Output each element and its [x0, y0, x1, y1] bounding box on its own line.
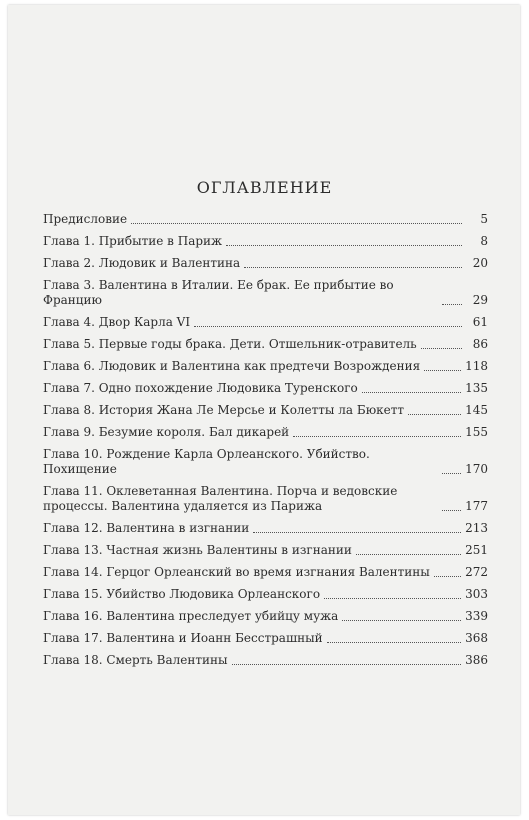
dot-leader [408, 414, 461, 415]
toc-entry-chapter-11[interactable] [43, 484, 488, 514]
toc-entry-chapter-15[interactable] [43, 587, 488, 602]
toc-entry-chapter-13[interactable] [43, 543, 488, 558]
toc-entry-page: 155 [465, 425, 488, 439]
toc-entry-chapter-18[interactable] [43, 653, 488, 668]
toc-entry-page: 213 [465, 521, 488, 535]
toc-entry-chapter-8[interactable] [43, 403, 488, 418]
toc-entry-label: Глава 15. Убийство Людовика Орлеанского [43, 587, 321, 601]
toc-entry-label: Глава 10. Рождение Карла Орлеанского. Убийство. Похищение [43, 447, 370, 476]
dot-leader [442, 510, 461, 511]
toc-entry-page: 86 [472, 337, 488, 351]
toc-entry-page: 272 [465, 565, 488, 579]
dot-leader [442, 473, 461, 474]
toc-entry-label: Глава 6. Людовик и Валентина как предтечи Возрождения [43, 359, 421, 373]
toc-entry-label: Глава 17. Валентина и Иоанн Бесстрашный [43, 631, 323, 645]
toc-entry-label: Глава 2. Людовик и Валентина [43, 256, 241, 270]
toc-entry-label: Глава 11. Оклеветанная Валентина. Порча и ведовские процессы. Валентина удаляется из Парижа [43, 484, 398, 513]
toc-entry-label: Предисловие [43, 212, 128, 226]
dot-leader [226, 245, 462, 246]
dot-leader [442, 304, 462, 305]
dot-leader [131, 223, 462, 224]
dot-leader [327, 642, 461, 643]
toc-entry-chapter-14[interactable] [43, 565, 488, 580]
table-of-contents [43, 212, 488, 675]
dot-leader [434, 576, 461, 577]
toc-entry-label: Глава 12. Валентина в изгнании [43, 521, 250, 535]
toc-entry-label: Глава 18. Смерть Валентины [43, 653, 228, 667]
dot-leader [424, 370, 461, 371]
toc-entry-label: Глава 7. Одно похождение Людовика Туренского [43, 381, 358, 395]
dot-leader [421, 348, 462, 349]
toc-entry-chapter-2[interactable] [43, 256, 488, 271]
toc-entry-chapter-5[interactable] [43, 337, 488, 352]
toc-entry-label: Глава 16. Валентина преследует убийцу мужа [43, 609, 339, 623]
toc-entry-label: Глава 13. Частная жизнь Валентины в изгнании [43, 543, 352, 557]
toc-entry-page: 61 [472, 315, 488, 329]
toc-entry-label: Глава 3. Валентина в Италии. Ее брак. Ее прибытие во Францию [43, 278, 394, 307]
dot-leader [253, 532, 461, 533]
toc-entry-label: Глава 8. История Жана Ле Мерсье и Колетты ла Бюкетт [43, 403, 405, 417]
toc-entry-page: 386 [465, 653, 488, 667]
toc-entry-page: 5 [480, 212, 488, 226]
toc-entry-chapter-16[interactable] [43, 609, 488, 624]
toc-entry-chapter-3[interactable] [43, 278, 488, 308]
toc-entry-chapter-6[interactable] [43, 359, 488, 374]
dot-leader [324, 598, 461, 599]
toc-entry-label: Глава 14. Герцог Орлеанский во время изгнания Валентины [43, 565, 430, 579]
toc-entry-chapter-10[interactable] [43, 447, 488, 477]
toc-entry-chapter-7[interactable] [43, 381, 488, 396]
toc-entry-chapter-12[interactable] [43, 521, 488, 536]
dot-leader [194, 326, 462, 327]
toc-entry-page: 339 [465, 609, 488, 623]
toc-entry-page: 8 [480, 234, 488, 248]
toc-entry-label: Глава 9. Безумие короля. Бал дикарей [43, 425, 290, 439]
toc-entry-page: 177 [465, 499, 488, 513]
toc-entry-page: 251 [465, 543, 488, 557]
dot-leader [232, 664, 462, 665]
toc-entry-page: 135 [465, 381, 488, 395]
toc-entry-preface[interactable] [43, 212, 488, 227]
toc-entry-page: 118 [465, 359, 488, 373]
toc-entry-chapter-17[interactable] [43, 631, 488, 646]
toc-entry-page: 20 [472, 256, 488, 270]
toc-entry-chapter-9[interactable] [43, 425, 488, 440]
page-title: ОГЛАВЛЕНИЕ [196, 178, 333, 197]
toc-entry-page: 368 [465, 631, 488, 645]
toc-entry-page: 29 [472, 293, 488, 307]
toc-entry-page: 170 [465, 462, 488, 476]
dot-leader [362, 392, 461, 393]
toc-entry-label: Глава 5. Первые годы брака. Дети. Отшельник-отравитель [43, 337, 417, 351]
dot-leader [356, 554, 461, 555]
toc-entry-page: 303 [465, 587, 488, 601]
toc-entry-page: 145 [465, 403, 488, 417]
toc-entry-label: Глава 4. Двор Карла VI [43, 315, 191, 329]
toc-entry-label: Глава 1. Прибытие в Париж [43, 234, 223, 248]
dot-leader [342, 620, 461, 621]
dot-leader [244, 267, 462, 268]
dot-leader [293, 436, 461, 437]
toc-entry-chapter-4[interactable] [43, 315, 488, 330]
toc-entry-chapter-1[interactable] [43, 234, 488, 249]
